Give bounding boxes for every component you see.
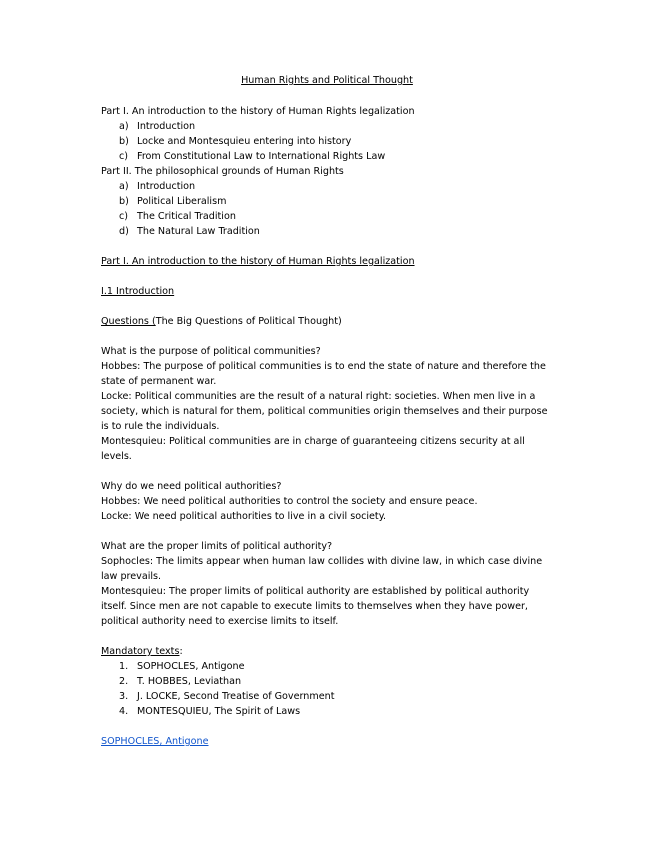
list-item: a) Introduction xyxy=(119,121,196,132)
mandatory-texts-list xyxy=(101,659,553,719)
question-3: What are the proper limits of political authority? xyxy=(101,541,333,552)
document-title: Human Rights and Political Thought xyxy=(241,75,413,86)
list-item: 1. SOPHOCLES, Antigone xyxy=(119,661,245,672)
question-1: What is the purpose of political communities? xyxy=(101,346,321,357)
list-item: d) The Natural Law Tradition xyxy=(119,226,260,237)
document-page xyxy=(101,73,553,749)
toc-part1-list xyxy=(101,119,553,164)
questions-heading: Questions (The Big Questions of Political Thought) xyxy=(101,316,342,327)
toc-part2-label: Part II. The philosophical grounds of Human Rights xyxy=(101,166,344,177)
answer-locke-2: Locke: We need political authorities to live in a civil society. xyxy=(101,511,387,522)
list-item: c) The Critical Tradition xyxy=(119,211,236,222)
list-item: b) Political Liberalism xyxy=(119,196,227,207)
answer-montesquieu-1: Montesquieu: Political communities are in charge of guaranteeing citizens security at all levels. xyxy=(101,436,525,462)
answer-hobbes-1: Hobbes: The purpose of political communities is to end the state of nature and therefore the state of permanent war. xyxy=(101,361,546,387)
toc-part2-list xyxy=(101,179,553,239)
list-item: 3. J. LOCKE, Second Treatise of Government xyxy=(119,691,335,702)
answer-locke-1: Locke: Political communities are the result of a natural right: societies. When men live in a society, which is natural for them, political communities origin themselves and their purpose is to rule the individuals. xyxy=(101,391,548,432)
mandatory-texts-heading: Mandatory texts: xyxy=(101,646,183,657)
list-item: 4. MONTESQUIEU, The Spirit of Laws xyxy=(119,706,301,717)
answer-hobbes-2: Hobbes: We need political authorities to control the society and ensure peace. xyxy=(101,496,478,507)
list-item: a) Introduction xyxy=(119,181,196,192)
question-2: Why do we need political authorities? xyxy=(101,481,282,492)
toc-part1-label: Part I. An introduction to the history of Human Rights legalization xyxy=(101,106,415,117)
list-item: c) From Constitutional Law to International Rights Law xyxy=(119,151,386,162)
list-item: b) Locke and Montesquieu entering into history xyxy=(119,136,352,147)
sophocles-antigone-link[interactable]: SOPHOCLES, Antigone xyxy=(101,736,209,747)
list-item: 2. T. HOBBES, Leviathan xyxy=(119,676,242,687)
answer-montesquieu-3: Montesquieu: The proper limits of political authority are established by political authority itself. Since men are not capable to execute limits to themselves when they have power, political authority need to exercise limits to itself. xyxy=(101,586,530,627)
answer-sophocles-3: Sophocles: The limits appear when human law collides with divine law, in which case divine law prevails. xyxy=(101,556,543,582)
subsection-heading: I.1 Introduction xyxy=(101,286,175,297)
section-heading: Part I. An introduction to the history of Human Rights legalization xyxy=(101,256,415,267)
